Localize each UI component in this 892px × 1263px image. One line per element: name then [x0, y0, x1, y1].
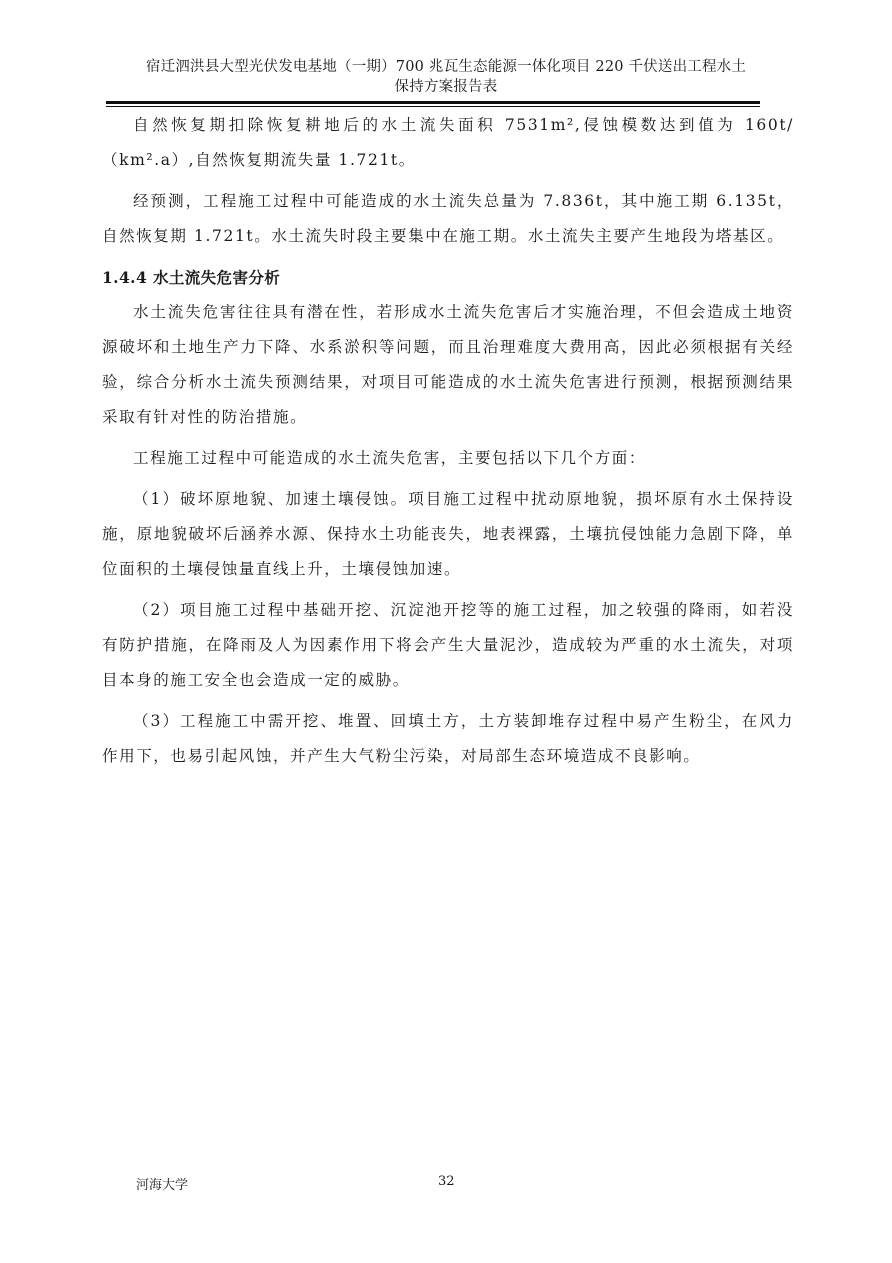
paragraph-hazard-intro: 水土流失危害往往具有潜在性，若形成水土流失危害后才实施治理，不但会造成土地资源破坏和土地生产力下降、水系淤积等问题，而且治理难度大费用高，因此必须根据有关经验，综合分析水土流失预测结果，对项目可能造成的水土流失危害进行预测，根据预测结果采取有针对性的防治措施。 [102, 303, 794, 426]
document-body [102, 108, 794, 780]
paragraph-prediction-summary: 经预测，工程施工过程中可能造成的水土流失总量为 7.836t，其中施工期 6.135t，自然恢复期 1.721t。水土流失时段主要集中在施工期。水土流失主要产生地段为塔基区。 [102, 192, 794, 245]
header-title-line2: 保持方案报告表 [394, 79, 498, 95]
footer-page-number: 32 [438, 1174, 455, 1189]
header-title-line1: 宿迁泗洪县大型光伏发电基地（一期）700 兆瓦生态能源一体化项目 220 千伏送出工程水土 [145, 59, 747, 75]
footer-organization: 河海大学 [136, 1178, 189, 1193]
paragraph-hazard-list-intro: 工程施工过程中可能造成的水土流失危害，主要包括以下几个方面： [133, 449, 647, 467]
section-heading: 1.4.4 水土流失危害分析 [102, 268, 281, 287]
page-header [108, 57, 784, 97]
header-rule-thin [106, 106, 760, 107]
paragraph-recovery-period: 自然恢复期扣除恢复耕地后的水土流失面积 7531m²,侵蚀模数达到值为 160t/（km².a）,自然恢复期流失量 1.721t。 [102, 116, 794, 169]
paragraph-hazard-item-3: （3）工程施工中需开挖、堆置、回填土方，土方装卸堆存过程中易产生粉尘，在风力作用下，也易引起风蚀，并产生大气粉尘污染，对局部生态环境造成不良影响。 [102, 712, 794, 765]
paragraph-hazard-item-1: （1）破坏原地貌、加速土壤侵蚀。项目施工过程中扰动原地貌，损坏原有水土保持设施，原地貌破坏后涵养水源、保持水土功能丧失，地表裸露，土壤抗侵蚀能力急剧下降，单位面积的土壤侵蚀量直线上升，土壤侵蚀加速。 [102, 490, 794, 578]
paragraph-hazard-item-2: （2）项目施工过程中基础开挖、沉淀池开挖等的施工过程，加之较强的降雨，如若没有防护措施，在降雨及人为因素作用下将会产生大量泥沙，造成较为严重的水土流失，对项目本身的施工安全也会造成一定的威胁。 [102, 601, 794, 689]
header-rule-thick [106, 101, 760, 104]
